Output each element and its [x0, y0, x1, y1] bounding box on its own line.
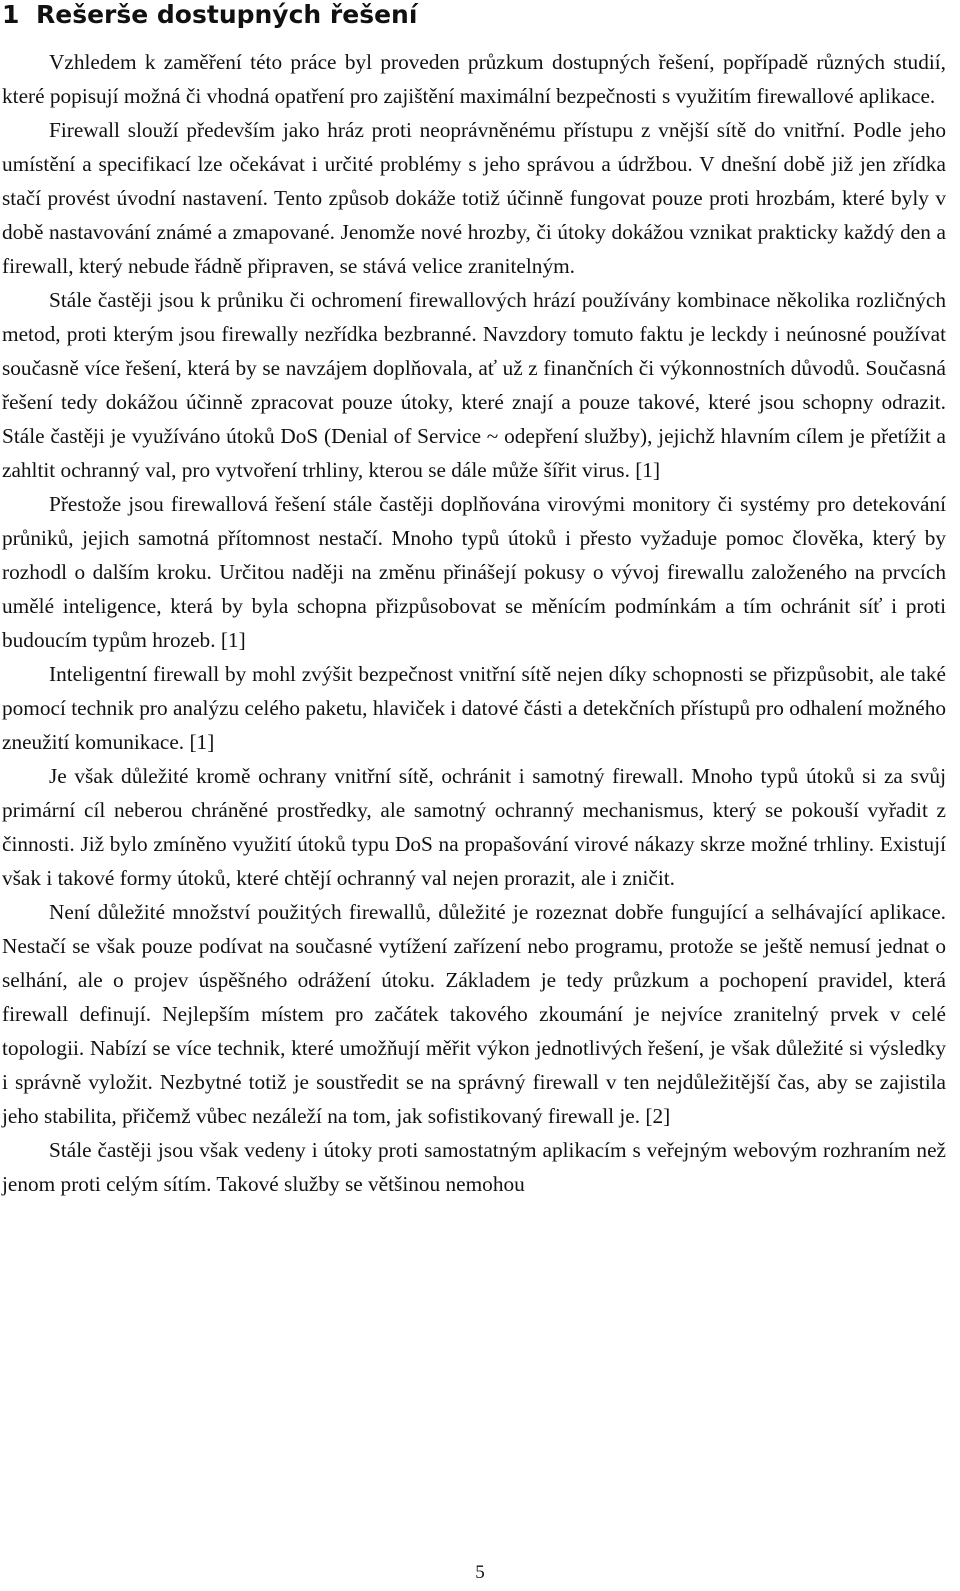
- page-number: 5: [475, 1562, 485, 1583]
- paragraph: Je však důležité kromě ochrany vnitřní sítě, ochránit i samotný firewall. Mnoho typů útoků si za svůj primární cíl neberou chráněné prostředky, ale samotný ochranný mechanismus, který se pokouší vyřadit z činnosti. Již bylo zmíněno využití útoků typu DoS na propašování virové nákazy skrze možné trhliny. Existují však i takové formy útoků, které chtějí ochranný val nejen prorazit, ale i zničit.: [2, 764, 946, 890]
- paragraph: Přestože jsou firewallová řešení stále častěji doplňována virovými monitory či systémy pro detekování průniků, jejich samotná přítomnost nestačí. Mnoho typů útoků i přesto vyžaduje pomoc člověka, který by rozhodl o dalším kroku. Určitou naději na změnu přinášejí pokusy o vývoj firewallu založeného na prvcích umělé inteligence, která by byla schopna přizpůsobovat se měnícím podmínkám a tím ochránit síť i proti budoucím typům hrozeb. [1]: [2, 492, 946, 652]
- paragraph: Inteligentní firewall by mohl zvýšit bezpečnost vnitřní sítě nejen díky schopnosti se přizpůsobit, ale také pomocí technik pro analýzu celého paketu, hlaviček i datové části a detekčních přístupů pro odhalení možného zneužití komunikace. [1]: [2, 662, 946, 754]
- section-heading: [2, 0, 417, 32]
- paragraph: Stále častěji jsou k průniku či ochromení firewallových hrází používány kombinace několika rozličných metod, proti kterým jsou firewally nezřídka bezbranné. Navzdory tomuto faktu je leckdy i neúnosné používat současně více řešení, která by se navzájem doplňovala, ať už z finančních či výkonnostních důvodů. Současná řešení tedy dokážou účinně zpracovat pouze útoky, které znají a pouze takové, které jsou schopny odrazit. Stále častěji je využíváno útoků DoS (Denial of Service ~ odepření služby), jejichž hlavním cílem je přetížit a zahltit ochranný val, pro vytvoření trhliny, kterou se dále může šířit virus. [1]: [2, 288, 946, 482]
- body-text: [2, 45, 946, 1201]
- section-title: Rešerše dostupných řešení: [36, 0, 418, 29]
- paragraph: Firewall slouží především jako hráz proti neoprávněnému přístupu z vnější sítě do vnitřní. Podle jeho umístění a specifikací lze očekávat i určité problémy s jeho správou a údržbou. V dnešní době již jen zřídka stačí provést úvodní nastavení. Tento způsob dokáže totiž účinně fungovat pouze proti hrozbám, které byly v době nastavování známé a zmapované. Jenomže nové hrozby, či útoky dokážou vznikat prakticky každý den a firewall, který nebude řádně připraven, se stává velice zranitelným.: [2, 118, 946, 278]
- section-number: 1: [2, 0, 20, 29]
- paragraph: Vzhledem k zaměření této práce byl proveden průzkum dostupných řešení, popřípadě různých studií, které popisují možná či vhodná opatření pro zajištění maximální bezpečnosti s využitím firewallové aplikace.: [2, 50, 946, 108]
- paragraph: Stále častěji jsou však vedeny i útoky proti samostatným aplikacím s veřejným webovým rozhraním než jenom proti celým sítím. Takové služby se většinou nemohou: [2, 1138, 946, 1196]
- paragraph: Není důležité množství použitých firewallů, důležité je rozeznat dobře fungující a selhávající aplikace. Nestačí se však pouze podívat na současné vytížení zařízení nebo programu, protože se ještě nemusí jednat o selhání, ale o projev úspěšného odrážení útoku. Základem je tedy průzkum a pochopení pravidel, která firewall definují. Nejlepším místem pro začátek takového zkoumání je nejvíce zranitelný prvek v celé topologii. Nabízí se více technik, které umožňují měřit výkon jednotlivých řešení, je však důležité si výsledky i správně vyložit. Nezbytné totiž je soustředit se na správný firewall v ten nejdůležitější čas, aby se zajistila jeho stabilita, přičemž vůbec nezáleží na tom, jak sofistikovaný firewall je. [2]: [2, 900, 946, 1128]
